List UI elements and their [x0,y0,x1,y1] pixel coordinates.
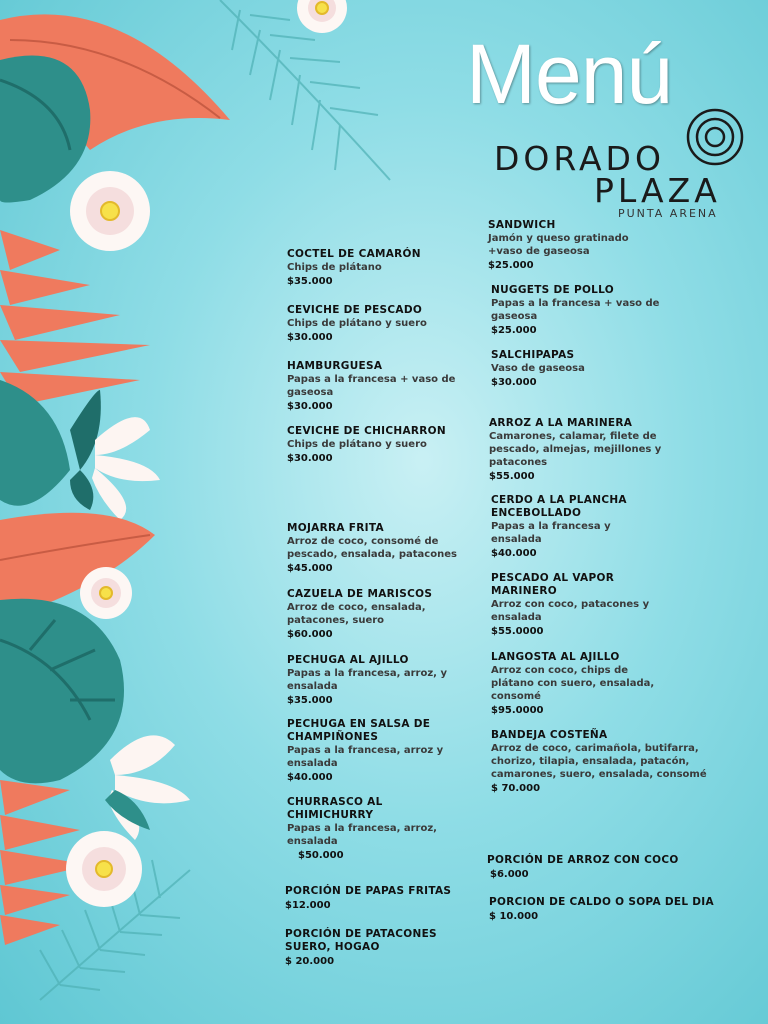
menu-item-desc: Papas a la francesa + vaso de gaseosa [491,298,660,322]
menu-item-name: HAMBURGUESA [287,360,383,372]
menu-item-price: $ 70.000 [491,783,541,794]
menu-item-price: $30.000 [287,332,333,343]
menu-item-name: CEVICHE DE PESCADO [287,304,423,316]
menu-item [491,349,726,390]
menu-item-name: BANDEJA COSTEÑA [491,729,608,741]
menu-item-price: $25.000 [491,325,537,336]
menu-item-name: CHURRASCO AL CHIMICHURRY [287,796,383,821]
menu-item-price: $12.000 [285,900,331,911]
brand-location: PUNTA ARENA [618,207,718,220]
menu-item-price: $30.000 [287,453,333,464]
menu-item-price: $40.000 [491,548,537,559]
menu-item [287,304,459,345]
coral-leaf-top-icon [0,14,230,150]
coral-fern-lower-icon [0,780,90,945]
menu-item [287,522,459,576]
menu-item [287,654,459,708]
menu-item-name: PECHUGA AL AJILLO [287,654,409,666]
menu-item-name: LANGOSTA AL AJILLO [491,651,620,663]
menu-item-desc: Camarones, calamar, filete de pescado, almejas, mejillones y patacones [489,431,662,468]
menu-item-desc: Papas a la francesa, arroz, ensalada [287,823,437,847]
page-title: Menú [466,27,673,121]
menu-item-price: $35.000 [287,276,333,287]
menu-item-price: $45.000 [287,563,333,574]
menu-item [285,885,457,913]
white-lily-icon [92,417,160,520]
menu-item-name: PORCIÓN DE PATACONES SUERO, HOGAO [285,928,437,953]
menu-item-desc: Arroz de coco, carimañola, butifarra, chorizo, tilapia, ensalada, patacón, camarones, suero, ensalada, consomé [491,743,707,780]
menu-item-price: $25.000 [488,260,534,271]
menu-item-name: PORCIÓN DE PAPAS FRITAS [285,885,452,897]
menu-item-price: $50.000 [298,850,344,861]
menu-item [287,248,459,289]
menu-item [287,360,459,414]
coral-fern-icon [0,230,150,405]
menu-item [487,854,722,882]
menu-item-name: CERDO A LA PLANCHA ENCEBOLLADO [491,494,627,519]
menu-item [287,796,459,863]
menu-item-price: $30.000 [491,377,537,388]
menu-item-price: $35.000 [287,695,333,706]
menu-item-desc: Arroz con coco, patacones y ensalada [491,599,650,623]
palm-frond-lower-icon [40,860,190,1000]
menu-item-desc: Chips de plátano [287,262,382,273]
menu-item [491,729,726,796]
menu-item [287,588,459,642]
menu-item-price: $40.000 [287,772,333,783]
menu-item-name: PECHUGA EN SALSA DE CHAMPIÑONES [287,718,431,743]
menu-item [488,219,723,273]
menu-item [491,651,726,718]
monstera-leaf-top-icon [0,56,90,203]
menu-item-desc: Arroz con coco, chips de plátano con suero, ensalada, consomé [491,665,655,702]
menu-item-price: $95.0000 [491,705,544,716]
menu-item-price: $30.000 [287,401,333,412]
menu-item-name: SANDWICH [488,219,556,231]
menu-item-desc: Arroz de coco, consomé de pescado, ensalada, patacones [287,536,457,560]
menu-item [491,284,726,338]
menu-item-price: $60.000 [287,629,333,640]
menu-item-name: NUGGETS DE POLLO [491,284,615,296]
menu-item [489,896,724,924]
menu-item-name: SALCHIPAPAS [491,349,575,361]
menu-item-desc: Papas a la francesa y ensalada [491,521,611,545]
menu-item-desc: Papas a la francesa, arroz y ensalada [287,745,444,769]
menu-item-name: PORCION DE CALDO O SOPA DEL DIA [489,896,714,908]
menu-item [491,494,726,561]
menu-item-price: $6.000 [490,869,529,880]
menu-item-name: CEVICHE DE CHICHARRON [287,425,446,437]
menu-item [491,572,726,639]
palm-frond-top-icon [220,0,390,180]
menu-item-price: $ 20.000 [285,956,335,967]
spiral-logo-icon [684,106,746,168]
menu-item [287,718,459,785]
menu-item-desc: Chips de plátano y suero [287,439,427,450]
menu-item-desc: Vaso de gaseosa [491,363,585,374]
menu-item [285,928,457,969]
menu-item [489,417,724,484]
menu-item-desc: Arroz de coco, ensalada, patacones, suero [287,602,426,626]
menu-item-name: MOJARRA FRITA [287,522,384,534]
menu-item-name: CAZUELA DE MARISCOS [287,588,433,600]
menu-item-price: $ 10.000 [489,911,539,922]
coral-leaf-middle-icon [0,513,155,620]
menu-item-desc: Papas a la francesa + vaso de gaseosa [287,374,456,398]
menu-item-desc: Jamón y queso gratinado +vaso de gaseosa [488,233,629,257]
menu-item [287,425,459,466]
white-lily-lower-icon [108,735,190,840]
menu-item-name: ARROZ A LA MARINERA [489,417,633,429]
menu-item-name: PESCADO AL VAPOR MARINERO [491,572,615,597]
brand-name-line2: PLAZA [594,171,721,210]
monstera-leaf-lower-icon [0,599,124,784]
menu-item-price: $55.000 [489,471,535,482]
brand-name-line1: DORADO [494,139,665,178]
menu-item-desc: Papas a la francesa, arroz, y ensalada [287,668,447,692]
menu-item-name: COCTEL DE CAMARÓN [287,248,421,260]
teal-leaf-middle-icon [0,380,70,506]
menu-item-price: $55.0000 [491,626,544,637]
menu-item-name: PORCIÓN DE ARROZ CON COCO [487,854,679,866]
menu-item-desc: Chips de plátano y suero [287,318,427,329]
